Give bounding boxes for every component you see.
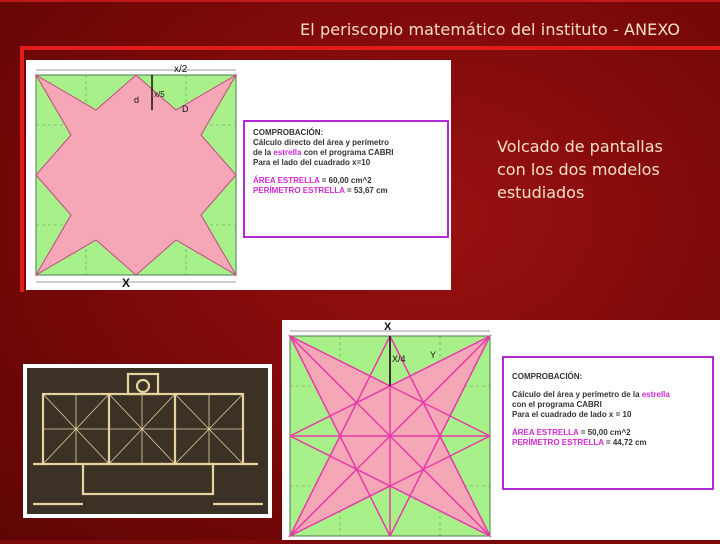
check2-line-1 [512,390,704,400]
check2-line-1a: Cálculo del área y perímetro de la [512,390,642,399]
label-x-half: x/2 [174,64,188,75]
check-line-2 [253,148,439,158]
slide-title: El periscopio matemático del instituto - ANEXO [300,20,681,39]
vertical-accent-rule [20,46,24,292]
area-value-1: = 60,00 cm^2 [319,176,372,185]
perimeter-result-2 [512,438,704,448]
area-result-2 [512,428,704,438]
check2-line-2: con el programa CABRI [512,400,602,409]
label-x-quarter: X/4 [392,354,406,364]
perimeter-label-2: PERÍMETRO ESTRELLA [512,438,604,447]
area-label-2: ÁREA ESTRELLA [512,428,579,437]
check-box-1 [243,120,449,238]
perimeter-result-1 [253,186,439,196]
check-line-2a: de la [253,148,274,157]
area-label-1: ÁREA ESTRELLA [253,176,320,185]
side-note-line-1: Volcado de pantallas [497,137,663,156]
perimeter-value-1: = 53,67 cm [344,186,388,195]
label-Y: Y [430,350,437,360]
check-heading-1: COMPROBACIÓN: [253,128,324,137]
cabri-screenshot-1 [26,60,451,290]
area-result-1 [253,176,439,186]
label-D: D [182,104,189,114]
label-x-fifth: x/5 [154,90,165,99]
area-value-2: = 50,00 cm^2 [578,428,631,437]
floor-plan-photo [23,364,272,518]
check-star-word: estrella [273,148,302,157]
label-x-side: X [122,276,131,290]
label-x-side-2: X [384,321,392,333]
eight-point-star [36,75,236,275]
check2-line-3: Para el cuadrado de lado x = 10 [512,410,632,419]
check-line-1: Cálculo directo del área y perímetro [253,138,390,147]
top-edge-line [0,0,720,2]
check-line-3: Para el lado del cuadrado x=10 [253,158,371,167]
side-note-line-3: estudiados [497,183,585,202]
label-d: d [134,95,140,105]
floor-plan-illustration [23,364,272,518]
side-note-line-2: con los dos modelos [497,160,660,179]
check2-heading: COMPROBACIÓN: [512,372,583,381]
cabri-screenshot-2 [282,320,720,540]
check2-star-word: estrella [641,390,670,399]
horizontal-accent-rule [20,46,720,50]
check-box-2 [502,356,714,490]
check-line-2c: con el programa CABRI [301,148,394,157]
perimeter-label-1: PERÍMETRO ESTRELLA [253,186,345,195]
perimeter-value-2: = 44,72 cm [603,438,647,447]
side-note [497,135,697,204]
